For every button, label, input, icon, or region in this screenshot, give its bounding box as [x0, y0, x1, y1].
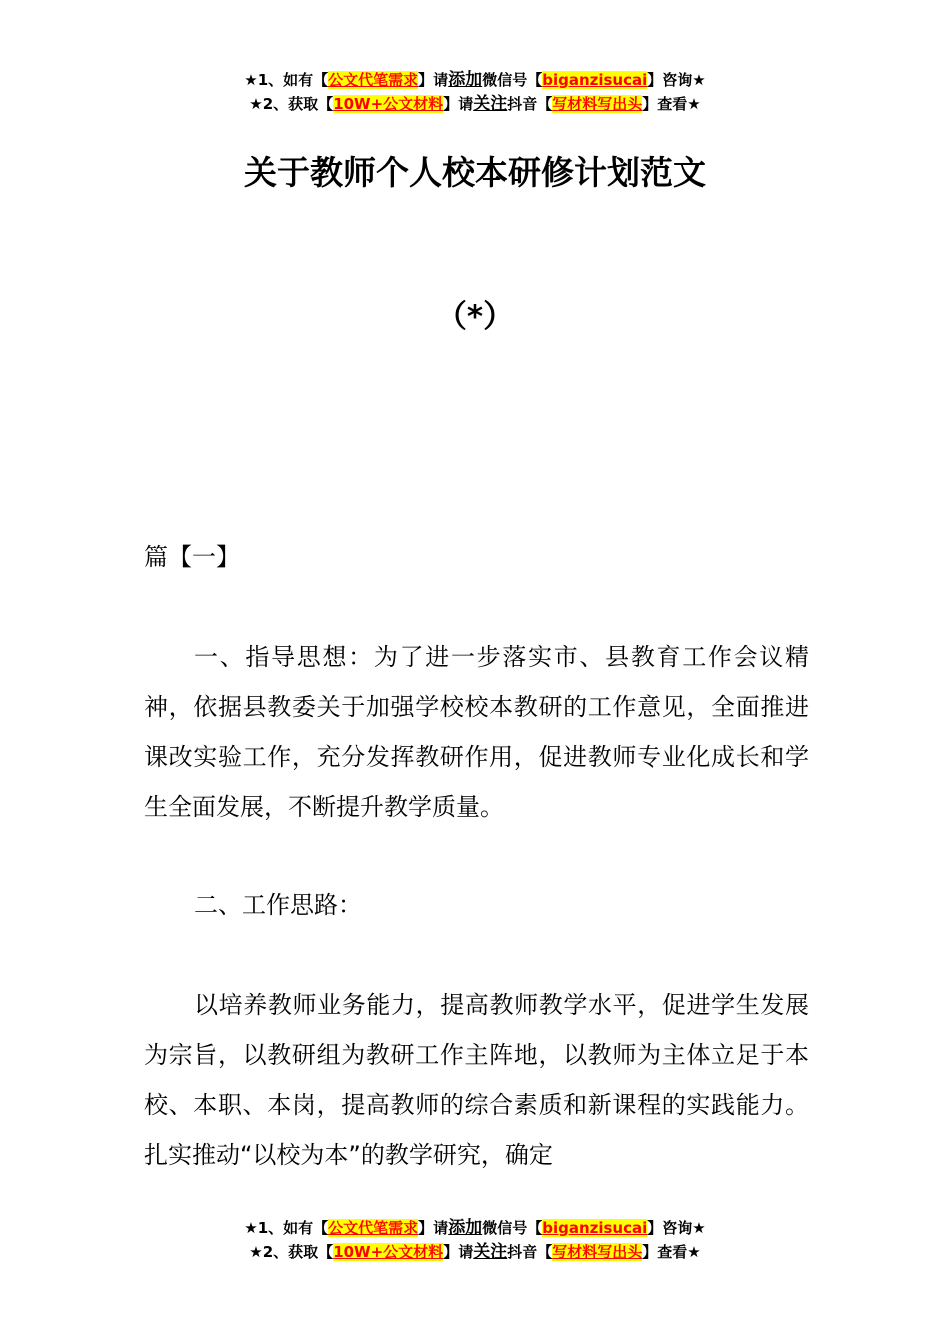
banner-text: 】请 [418, 1219, 449, 1237]
banner-highlight: 10W+公文材料 [333, 95, 444, 113]
banner-text: 】咨询★ [647, 71, 706, 89]
banner-text: 抖音【 [507, 95, 553, 113]
banner-line-2 [0, 1240, 950, 1264]
banner-highlight: 10W+公文材料 [333, 1243, 444, 1261]
banner-emphasis: 添加 [448, 1218, 483, 1238]
banner-highlight: 写材料写出头 [552, 95, 643, 113]
banner-text: 】请 [443, 1243, 474, 1261]
banner-highlight: 公文代笔需求 [328, 1219, 419, 1237]
document-subtitle: （*） [435, 299, 515, 335]
banner-text: 微信号【 [482, 1219, 543, 1237]
header-banner [0, 68, 950, 116]
banner-text: ★2、获取【 [249, 95, 334, 113]
banner-text: 】请 [418, 71, 449, 89]
paragraph-guiding-thought: 一、指导思想：为了进一步落实市、县教育工作会议精神，依据县教委关于加强学校校本教研的工作意见，全面推进课改实验工作，充分发挥教研作用，促进教师专业化成长和学生全面发展，不断提升教学质量。 [144, 643, 809, 821]
banner-highlight: 公文代笔需求 [328, 71, 419, 89]
banner-text: 】咨询★ [647, 1219, 706, 1237]
banner-text: ★1、如有【 [244, 1219, 329, 1237]
banner-highlight: biganzisucai [542, 1219, 648, 1237]
banner-text: 】查看★ [642, 1243, 701, 1261]
banner-highlight: biganzisucai [542, 71, 648, 89]
banner-text: 】查看★ [642, 95, 701, 113]
banner-emphasis: 添加 [448, 70, 483, 90]
banner-text: ★1、如有【 [244, 71, 329, 89]
banner-highlight: 写材料写出头 [552, 1243, 643, 1261]
banner-line-2 [0, 92, 950, 116]
footer-banner [0, 1216, 950, 1264]
paragraph-work-approach-heading: 二、工作思路： [194, 891, 362, 919]
banner-text: 】请 [443, 95, 474, 113]
paragraph-work-approach-body: 以培养教师业务能力，提高教师教学水平，促进学生发展为宗旨，以教研组为教研工作主阵地，以教师为主体立足于本校、本职、本岗，提高教师的综合素质和新课程的实践能力。扎实推动“以校为本”的教学研究，确定 [144, 991, 809, 1169]
banner-line-1 [0, 1216, 950, 1240]
banner-text: 抖音【 [507, 1243, 553, 1261]
banner-emphasis: 关注 [473, 94, 508, 114]
banner-text: 微信号【 [482, 71, 543, 89]
banner-text: ★2、获取【 [249, 1243, 334, 1261]
section-heading: 篇【一】 [144, 543, 240, 571]
banner-emphasis: 关注 [473, 1242, 508, 1262]
banner-line-1 [0, 68, 950, 92]
document-title: 关于教师个人校本研修计划范文 [244, 153, 706, 192]
